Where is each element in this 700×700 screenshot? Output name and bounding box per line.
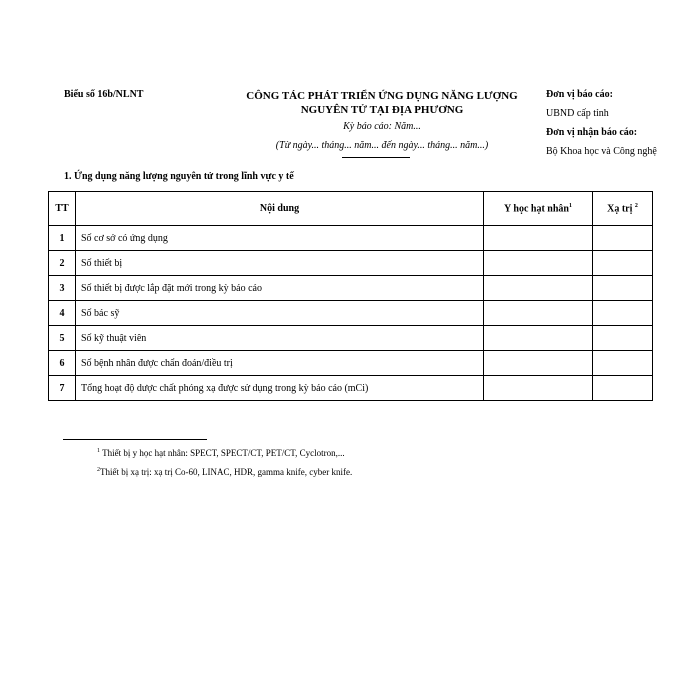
col-header-nuclear-medicine — [484, 192, 593, 226]
table-row — [49, 326, 653, 351]
report-period: Kỳ báo cáo: Năm... — [343, 121, 421, 132]
row-content: Tổng hoạt độ dược chất phóng xạ được sử dụng trong kỳ báo cáo (mCi) — [76, 376, 484, 401]
col-header-radiotherapy — [593, 192, 653, 226]
row-number: 4 — [49, 301, 76, 326]
footnote-ref-1: 1 — [568, 202, 572, 209]
row-content: Số bệnh nhân được chẩn đoán/điều trị — [76, 351, 484, 376]
col-header-nuclear-medicine-label: Y học hạt nhân — [504, 203, 569, 215]
reporting-unit-label: Đơn vị báo cáo: — [546, 89, 613, 100]
cell-nuclear-medicine[interactable] — [484, 376, 593, 401]
section-heading: 1. Ứng dụng năng lượng nguyên tử trong lĩnh vực y tế — [64, 171, 294, 182]
report-header — [232, 89, 532, 151]
reporting-unit-value: UBND cấp tỉnh — [546, 108, 609, 119]
receiving-unit-label: Đơn vị nhận báo cáo: — [546, 127, 638, 138]
col-header-radiotherapy-label: Xạ trị — [607, 203, 633, 215]
cell-radiotherapy[interactable] — [593, 351, 653, 376]
cell-nuclear-medicine[interactable] — [484, 301, 593, 326]
table-row — [49, 376, 653, 401]
row-number: 1 — [49, 226, 76, 251]
cell-radiotherapy[interactable] — [593, 226, 653, 251]
footnote-mark: 1 — [97, 448, 100, 454]
row-number: 2 — [49, 251, 76, 276]
footnote-item — [97, 465, 352, 478]
reporting-units — [546, 89, 657, 165]
row-number: 7 — [49, 376, 76, 401]
cell-nuclear-medicine[interactable] — [484, 226, 593, 251]
footnote-item — [97, 446, 352, 459]
table-row — [49, 251, 653, 276]
report-title-line1: CÔNG TÁC PHÁT TRIỂN ỨNG DỤNG NĂNG LƯỢNG — [246, 90, 518, 102]
row-number: 6 — [49, 351, 76, 376]
footnotes — [97, 446, 352, 484]
table-row — [49, 226, 653, 251]
footnote-text: Thiết bị y học hạt nhân: SPECT, SPECT/CT, PET/CT, Cyclotron,... — [100, 448, 345, 458]
footnote-divider — [63, 439, 207, 440]
row-content: Số kỹ thuật viên — [76, 326, 484, 351]
receiving-unit-value: Bộ Khoa học và Công nghệ — [546, 146, 657, 157]
cell-radiotherapy[interactable] — [593, 276, 653, 301]
col-header-content: Nội dung — [76, 192, 484, 226]
col-header-tt: TT — [49, 192, 76, 226]
table-row — [49, 351, 653, 376]
table-header-row — [49, 192, 653, 226]
cell-radiotherapy[interactable] — [593, 301, 653, 326]
cell-nuclear-medicine[interactable] — [484, 351, 593, 376]
row-content: Số bác sỹ — [76, 301, 484, 326]
row-content: Số thiết bị được lắp đặt mới trong kỳ báo cáo — [76, 276, 484, 301]
cell-radiotherapy[interactable] — [593, 251, 653, 276]
footnote-text: Thiết bị xạ trị: xạ trị Co-60, LINAC, HDR, gamma knife, cyber knife. — [100, 467, 353, 477]
footnote-ref-2: 2 — [634, 202, 638, 209]
cell-radiotherapy[interactable] — [593, 326, 653, 351]
title-divider — [342, 157, 410, 158]
cell-nuclear-medicine[interactable] — [484, 251, 593, 276]
medical-application-table — [48, 191, 653, 401]
table-row — [49, 301, 653, 326]
row-content: Số cơ sở có ứng dụng — [76, 226, 484, 251]
row-number: 5 — [49, 326, 76, 351]
report-date-range: (Từ ngày... tháng... năm... đến ngày... tháng... năm...) — [275, 140, 489, 151]
row-number: 3 — [49, 276, 76, 301]
report-title-line2: NGUYÊN TỬ TẠI ĐỊA PHƯƠNG — [300, 104, 464, 116]
cell-nuclear-medicine[interactable] — [484, 276, 593, 301]
form-code: Biểu số 16b/NLNT — [64, 89, 144, 100]
table-row — [49, 276, 653, 301]
cell-radiotherapy[interactable] — [593, 376, 653, 401]
cell-nuclear-medicine[interactable] — [484, 326, 593, 351]
row-content: Số thiết bị — [76, 251, 484, 276]
footnote-mark: 2 — [97, 467, 100, 473]
